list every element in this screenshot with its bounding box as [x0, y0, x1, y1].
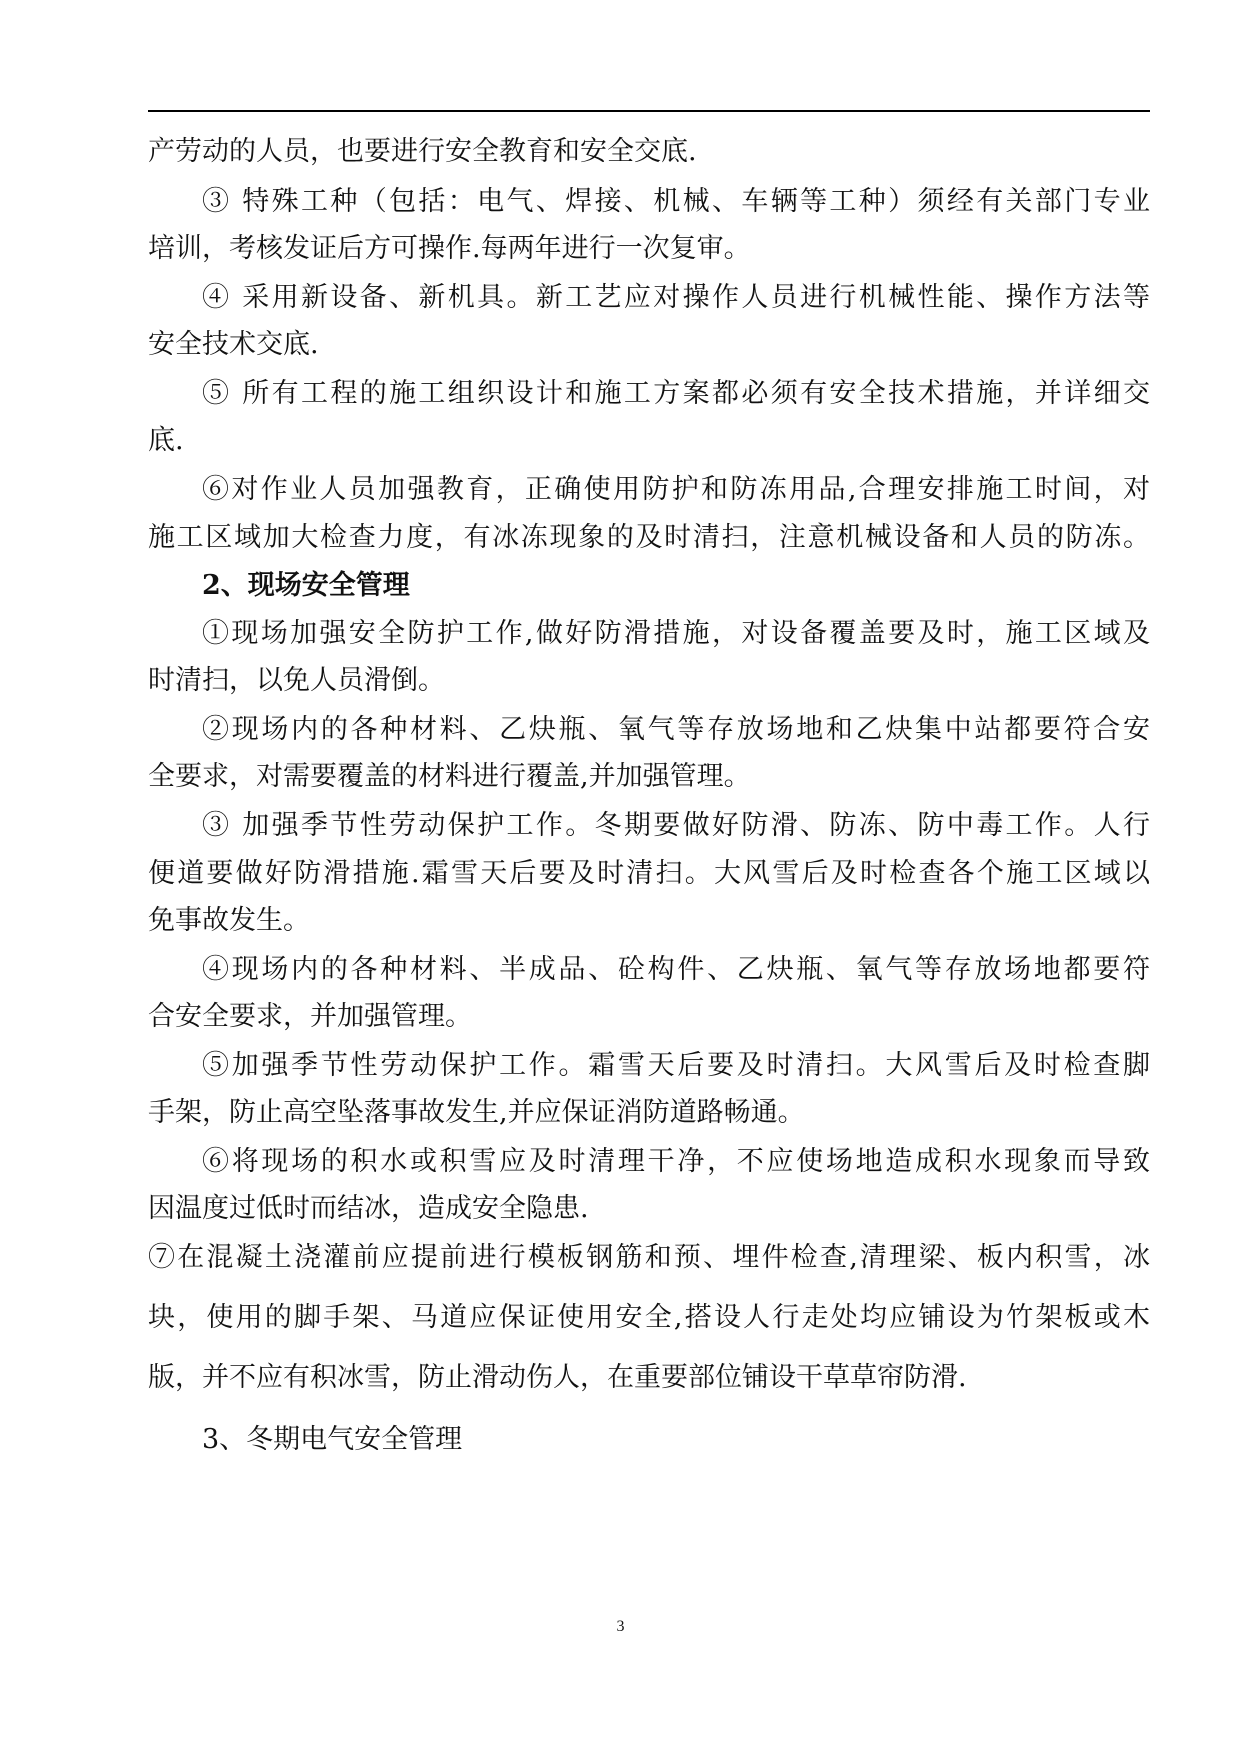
section-heading: 3、冬期电气安全管理	[202, 1424, 463, 1455]
text-line: ④现场内的各种材料、半成品、砼构件、乙炔瓶、氧气等存放场地都要符	[202, 954, 1150, 985]
text-line: 合安全要求，并加强管理。	[148, 1001, 472, 1032]
text-line: 培训，考核发证后方可操作.每两年进行一次复审。	[148, 233, 751, 264]
text-line: ⑥将现场的积水或积雪应及时清理干净，不应使场地造成积水现象而导致	[202, 1146, 1150, 1177]
text-line: ①现场加强安全防护工作,做好防滑措施，对设备覆盖要及时，施工区域及	[202, 618, 1150, 649]
text-line: 手架，防止高空坠落事故发生,并应保证消防道路畅通。	[148, 1097, 805, 1128]
text-line: ③ 加强季节性劳动保护工作。冬期要做好防滑、防冻、防中毒工作。人行	[202, 810, 1150, 841]
text-line: 时清扫，以免人员滑倒。	[148, 665, 445, 696]
text-line: ⑤ 所有工程的施工组织设计和施工方案都必须有安全技术措施，并详细交	[202, 378, 1150, 409]
section-heading: 2、现场安全管理	[202, 570, 410, 601]
text-line: 安全技术交底.	[148, 329, 319, 360]
text-line: 产劳动的人员，也要进行安全教育和安全交底.	[148, 136, 697, 167]
text-line: ③ 特殊工种（包括：电气、焊接、机械、车辆等工种）须经有关部门专业	[202, 186, 1150, 217]
text-line: ⑦在混凝土浇灌前应提前进行模板钢筋和预、埋件检查,清理梁、板内积雪，冰	[148, 1242, 1150, 1273]
text-line: 便道要做好防滑措施.霜雪天后要及时清扫。大风雪后及时检查各个施工区域以	[148, 858, 1150, 889]
text-line: ②现场内的各种材料、乙炔瓶、氧气等存放场地和乙炔集中站都要符合安	[202, 714, 1150, 745]
text-line: 施工区域加大检查力度，有冰冻现象的及时清扫，注意机械设备和人员的防冻。	[148, 522, 1150, 553]
text-line: 底.	[148, 425, 184, 456]
text-line: 因温度过低时而结冰，造成安全隐患.	[148, 1193, 589, 1224]
header-rule	[148, 110, 1150, 112]
page-number: 3	[616, 1618, 625, 1635]
text-line: 块，使用的脚手架、马道应保证使用安全,搭设人行走处均应铺设为竹架板或木	[148, 1302, 1150, 1333]
text-line: ⑤加强季节性劳动保护工作。霜雪天后要及时清扫。大风雪后及时检查脚	[202, 1050, 1150, 1081]
text-line: 版，并不应有积冰雪，防止滑动伤人，在重要部位铺设干草草帘防滑.	[148, 1362, 967, 1393]
text-line: ⑥对作业人员加强教育，正确使用防护和防冻用品,合理安排施工时间，对	[202, 474, 1150, 505]
text-line: 全要求，对需要覆盖的材料进行覆盖,并加强管理。	[148, 761, 751, 792]
text-line: ④ 采用新设备、新机具。新工艺应对操作人员进行机械性能、操作方法等	[202, 282, 1150, 313]
text-line: 免事故发生。	[148, 905, 310, 936]
